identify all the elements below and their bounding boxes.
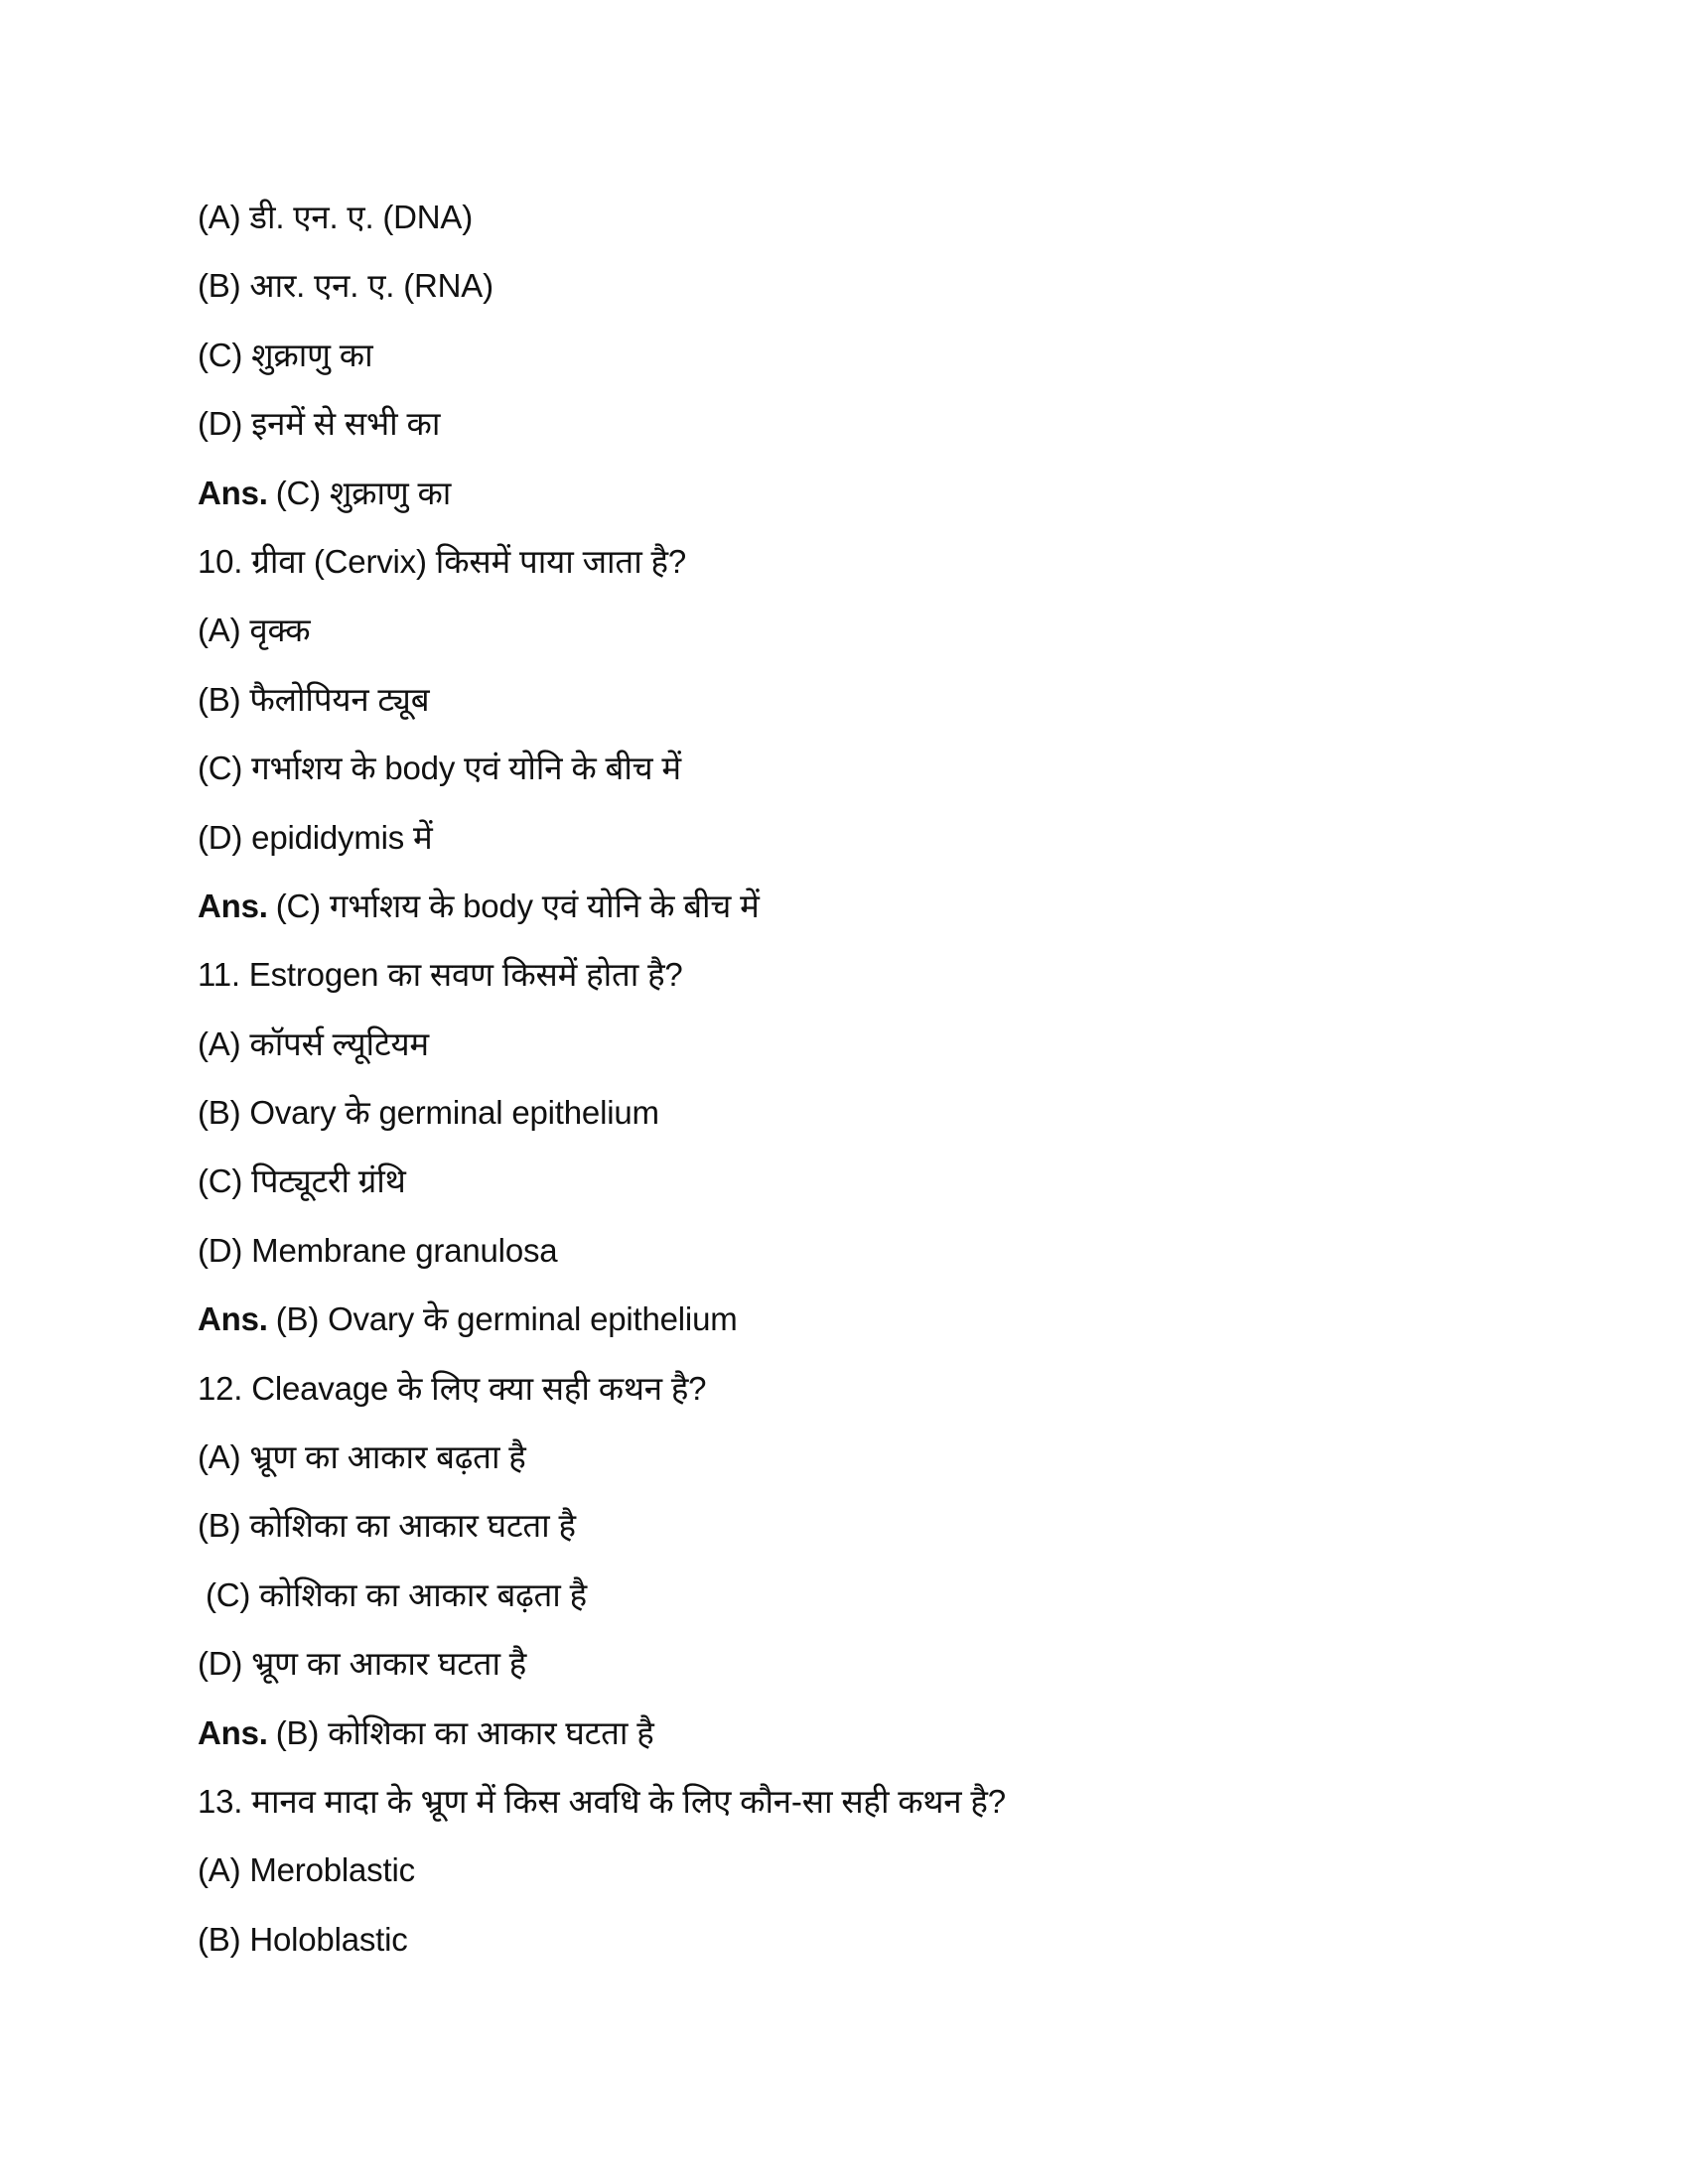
answer-text: (B) Ovary के germinal epithelium bbox=[275, 1300, 738, 1338]
answer-line bbox=[198, 1710, 1488, 1779]
option-line bbox=[198, 1090, 1488, 1159]
option-line bbox=[198, 195, 1488, 263]
option-text: (B) Ovary के germinal epithelium bbox=[198, 1094, 659, 1132]
option-text: (D) Membrane granulosa bbox=[198, 1231, 558, 1269]
option-text: (B) फैलोपियन ट्यूब bbox=[198, 680, 430, 718]
option-line bbox=[198, 401, 1488, 470]
answer-label: Ans. bbox=[198, 474, 268, 511]
answer-label: Ans. bbox=[198, 1713, 268, 1751]
option-line bbox=[198, 1228, 1488, 1297]
option-text: (A) Meroblastic bbox=[198, 1851, 415, 1889]
option-text: (C) पिट्यूटरी ग्रंथि bbox=[198, 1162, 406, 1200]
option-text: (B) कोशिका का आकार घटता है bbox=[198, 1507, 576, 1545]
option-line bbox=[198, 1503, 1488, 1571]
option-text: (A) वृक्क bbox=[198, 612, 311, 649]
option-line bbox=[198, 608, 1488, 676]
option-text: (A) डी. एन. ए. (DNA) bbox=[198, 199, 474, 235]
option-line bbox=[198, 1641, 1488, 1709]
answer-text: (C) शुक्राणु का bbox=[275, 474, 452, 511]
option-line bbox=[198, 746, 1488, 814]
option-text: (D) epididymis में bbox=[198, 818, 433, 856]
option-line bbox=[198, 1847, 1488, 1916]
question-text: 12. Cleavage के लिए क्या सही कथन है? bbox=[198, 1369, 707, 1407]
question-text: 13. मानव मादा के भ्रूण में किस अवधि के लिए कौन-सा सही कथन है? bbox=[198, 1782, 1006, 1820]
option-line bbox=[198, 1572, 1488, 1641]
answer-label: Ans. bbox=[198, 1300, 268, 1338]
option-line bbox=[198, 1917, 1488, 1985]
option-line bbox=[198, 677, 1488, 746]
option-text: (C) कोशिका का आकार बढ़ता है bbox=[206, 1575, 587, 1613]
answer-label: Ans. bbox=[198, 887, 268, 924]
option-text: (A) भ्रूण का आकार बढ़ता है bbox=[198, 1438, 526, 1476]
question-line bbox=[198, 952, 1488, 1021]
option-text: (B) Holoblastic bbox=[198, 1920, 408, 1958]
answer-line bbox=[198, 884, 1488, 952]
question-text: 11. Estrogen का सवण किसमें होता है? bbox=[198, 956, 683, 994]
option-line bbox=[198, 333, 1488, 401]
option-text: (D) इनमें से सभी का bbox=[198, 405, 441, 443]
answer-text: (B) कोशिका का आकार घटता है bbox=[275, 1713, 654, 1751]
answer-text: (C) गर्भाशय के body एवं योनि के बीच में bbox=[275, 887, 760, 924]
question-line bbox=[198, 1779, 1488, 1847]
option-text: (B) आर. एन. ए. (RNA) bbox=[198, 267, 493, 305]
option-text: (D) भ्रूण का आकार घटता है bbox=[198, 1645, 527, 1683]
answer-line bbox=[198, 1297, 1488, 1365]
option-text: (C) शुक्राणु का bbox=[198, 336, 373, 373]
question-text: 10. ग्रीवा (Cervix) किसमें पाया जाता है? bbox=[198, 542, 687, 580]
option-line bbox=[198, 1159, 1488, 1227]
document-page bbox=[198, 195, 1488, 1985]
option-line bbox=[198, 815, 1488, 884]
option-text: (A) कॉपर्स ल्यूटियम bbox=[198, 1024, 429, 1062]
option-line bbox=[198, 1022, 1488, 1090]
answer-line bbox=[198, 471, 1488, 539]
option-text: (C) गर्भाशय के body एवं योनि के बीच में bbox=[198, 750, 681, 787]
option-line bbox=[198, 263, 1488, 332]
option-line bbox=[198, 1434, 1488, 1503]
question-line bbox=[198, 1366, 1488, 1434]
question-line bbox=[198, 539, 1488, 608]
